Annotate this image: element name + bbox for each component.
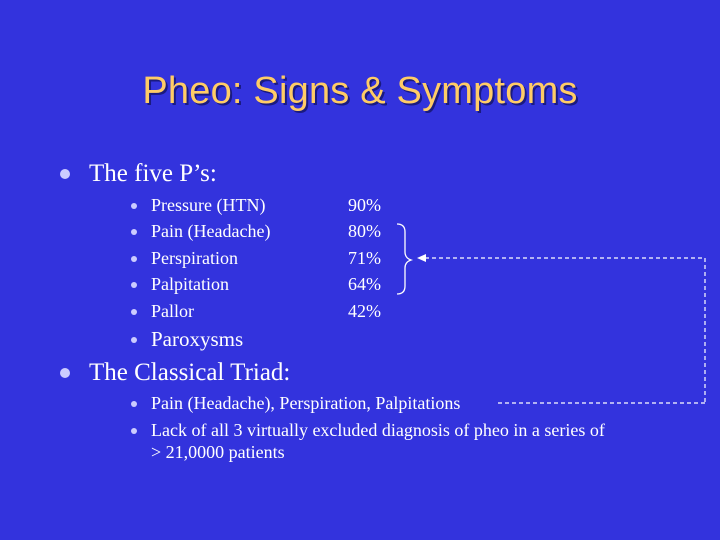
list-item-label: Palpitation <box>151 274 229 294</box>
percent-pallor: 42% <box>348 301 381 321</box>
list-item-label: Lack of all 3 virtually excluded diagnosis of pheo in a series of <box>151 420 605 440</box>
five-ps-heading: The five P’s: <box>89 160 217 187</box>
list-item-label: Paroxysms <box>151 327 244 351</box>
list-item-label: Pallor <box>151 301 194 321</box>
bracket-shape <box>397 224 411 294</box>
percent-perspiration: 71% <box>348 248 381 268</box>
classical-triad-heading: The Classical Triad: <box>89 359 291 386</box>
list-item-label: Pain (Headache) <box>151 221 271 241</box>
arrowhead-icon <box>417 254 426 262</box>
percent-pressure: 90% <box>348 195 381 215</box>
percent-pain: 80% <box>348 221 381 241</box>
list-item-label: Perspiration <box>151 248 238 268</box>
percent-palpitation: 64% <box>348 274 381 294</box>
list-item-label: Pressure (HTN) <box>151 195 266 215</box>
slide-title: Pheo: Signs & Symptoms <box>142 70 578 112</box>
list-item-continuation: > 21,0000 patients <box>151 442 285 462</box>
list-item-label: Pain (Headache), Perspiration, Palpitations <box>151 393 461 413</box>
